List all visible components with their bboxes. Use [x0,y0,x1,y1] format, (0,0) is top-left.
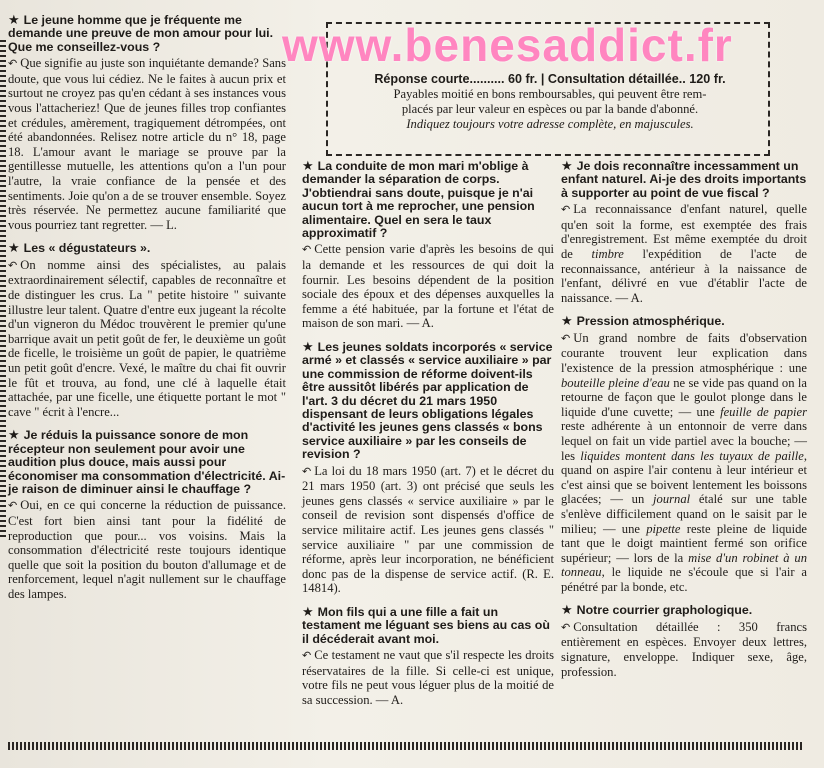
question-1 [302,160,554,240]
answer-text: Que signifie au juste son inquiétante demande? Sans doute, que vous lui cédiez. Ne le faites à aucun prix et surtout ne croyez pas qu'en cédant à ses instances vous vous l'attacheriez! Que de jeunes filles trop confiantes et crédules, amèrement, tragiquement détrompées, ont été abandonnées. Relisez notre article du n° 18, page 18. L'amour avant le mariage se prouve par la gentillesse mutuelle, les attentions qu'on a l'un pour l'autre, la vraie confiance de la pensée et des sentiments. Joie qu'on a de se trouver ensemble. Soyez très réservée. Ne permettez aucune familiarité que vous pourriez tant regretter. — L. [8,56,286,232]
answer-2 [561,331,807,595]
star-icon: ★ [8,241,20,257]
tariff-line-4: Indiquez toujours votre adresse complète, en majuscules. [406,117,694,131]
answer-1 [8,56,286,232]
question-2 [561,315,807,328]
answer-text-part: l'expédition de l'acte de reconnaissance, antérieur à la naissance de l'enfant, délivré en vue d'établir l'acte de naissance. — A. [561,247,807,305]
answer-italic: liquides montent dans les tuyaux de paille [580,448,804,463]
star-icon: ★ [8,13,20,28]
column-3 [561,160,807,689]
left-decorative-stripe [0,40,6,540]
arrow-icon: ↶ [302,464,312,478]
answer-text: Ce testament ne vaut que s'il respecte les droits réservataires de la fille. Si celle-ci est unique, votre fils ne peut vous léguer plus de la moitié de sa succession. — A. [302,648,554,707]
question-3 [302,606,554,646]
question-3 [8,429,286,496]
tariff-line-1: Réponse courte.......... 60 fr. | Consultation détaillée.. 120 fr. [374,72,726,86]
question-1 [561,160,807,200]
question-text: Notre courrier graphologique. [576,603,753,618]
answer-3 [302,648,554,707]
answer-text-part: ne se vide pas quand on la retourne de façon que le goulot plonge dans le liquide d'une cuvette; — une [561,375,807,419]
answer-italic: journal [653,492,691,507]
watermark: www.benesaddict.fr [282,19,733,71]
answer-text: Consultation détaillée : 350 francs entièrement en espèces. Envoyer deux lettres, signature, enveloppe. Indiquer sexe, âge, profession. [561,619,807,679]
answer-text-part: reste adhérente à un entonnoir de verre dans lequel on fait un vide partiel avec la bouche; — les [561,419,807,463]
answer-text-part: reste pleine de liquide tant que le doigt maintient fermé son orifice supérieur; — lors de la [561,521,807,565]
arrow-icon: ↶ [302,243,312,257]
arrow-icon: ↶ [561,203,571,217]
answer-3 [8,498,286,601]
answer-3 [561,620,807,679]
arrow-icon: ↶ [561,620,571,634]
tariff-lines [344,72,756,132]
arrow-icon: ↶ [8,258,18,272]
answer-italic: timbre [591,247,624,261]
star-icon: ★ [302,159,314,174]
column-1 [8,14,286,611]
column-2 [302,160,554,718]
answer-italic: feuille de papier [720,404,807,419]
answer-text-part: , le liquide ne s'écoule que si l'air a pénétré par la bonde, etc. [561,565,807,594]
star-icon: ★ [561,603,573,619]
question-text: Les jeunes soldats incorporés « service armé » et classés « service auxiliaire » par une commission de réforme doivent-ils être aussitôt libérés par application de l'art. 3 du décret du 21 mars 1950 dispensant de leurs obligations légales d'activité les jeunes gens classés « bons service auxiliaire » par les conseils de revision ? [302,340,553,462]
answer-text: La loi du 18 mars 1950 (art. 7) et le décret du 21 mars 1950 (art. 3) ont précisé que seuls les jeunes gens classés « service auxiliaire » par le conseil de revision sont dispensés d'office de service militaire actif. Les jeunes gens classés " service auxiliaire " par une commission de réforme, après leur incorporation, ne bénéficient donc pas de la dispense de service actif. (R. E. 14814). [302,463,554,596]
question-text: Je réduis la puissance sonore de mon récepteur non seulement pour avoir une audition plus douce, mais aussi pour économiser ma consommation d'électricité. Ai-je raison de diminuer ainsi le chauffage ? [8,428,286,496]
star-icon: ★ [561,314,573,330]
bottom-decorative-stripe [8,742,803,750]
answer-text-part: étalé sur une table s'enlève difficilement quand on le saisit par le milieu; — une [561,492,807,536]
answer-text-part: La reconnaissance d'enfant naturel, quelle qu'en soit la forme, est exemptée des frais d'enregistrement. Est même exemptée du droit de [561,202,807,261]
arrow-icon: ↶ [8,499,18,513]
question-text: Mon fils qui a une fille a fait un testament me léguant ses biens au cas où il décéderait avant moi. [302,605,550,646]
answer-text: Oui, en ce qui concerne la réduction de puissance. C'est fort bien ainsi tant pour la fidélité de reproduction que pour... vos voisins. Mais la consommation d'électricité reste toujours identique quelle que soit la position du bouton d'allumage et de renforcement, lequel n'agit nullement sur le chauffage des lampes. [8,498,286,601]
answer-text-part: , quand on aspire l'air contenu à leur intérieur et c'est ainsi que se boivent lentement les boissons glacées; — un [561,448,807,507]
tariff-line-3: placés par leur valeur en espèces ou par la bande d'abonné. [401,102,699,116]
answer-text: On nomme ainsi des spécialistes, au palais extraordinairement sélectif, capables de reconnaître et de distinguer les crus. La " petite histoire " suivante illustre leur talent. Quatre d'entre eux jugeant la récolte d'un vigneron du Médoc trouvèrent le premier qu'une barrique avait un petit goût de fer, le deuxième un goût de ficelle, le troisième un goût de papier, le quatrième un petit goût d'encre. Vexé, le maître du chai fit ouvrir le fût et trouva, au fond, une clé à laquelle était attachée, par une ficelle, une étiquette portant le mot " cave " écrit à l'encre... [8,257,286,419]
star-icon: ★ [8,428,20,444]
question-2 [8,242,286,255]
answer-text-part: Un grand nombre de faits d'observation courante trouvent leur explication dans l'existence de la pression atmosphérique : une [561,330,807,375]
answer-italic: mise d'un robinet à un tonneau [561,550,807,580]
question-3 [561,604,807,617]
arrow-icon: ↶ [561,331,571,345]
question-2 [302,341,554,462]
arrow-icon: ↶ [8,57,18,71]
answer-2 [302,464,554,596]
question-text: Pression atmosphérique. [576,314,725,329]
answer-text: Cette pension varie d'après les besoins de qui la demande et les ressources de qui doit la fournir. Les besoins dépendent de la position sociale des époux et des dépenses auxquelles la femme a été habituée, par la fortune et l'état de maison de son mari. — A. [302,242,554,331]
answer-1 [302,242,554,331]
tariff-line-2: Payables moitié en bons remboursables, qui peuvent être rem- [393,87,707,101]
question-text: La conduite de mon mari m'oblige à demander la séparation de corps. J'obtiendrai sans doute, puisque je n'ai aucun tort à me reprocher, une pension alimentaire. Quel en sera le taux approximatif ? [302,159,535,241]
question-text: Le jeune homme que je fréquente me demande une preuve de mon amour pour lui. Que me conseillez-vous ? [8,13,274,54]
question-text: Les « dégustateurs ». [23,241,151,256]
star-icon: ★ [302,340,314,355]
star-icon: ★ [302,605,314,620]
question-text: Je dois reconnaître incessamment un enfant naturel. Ai-je des droits importants à supporter au point de vue fiscal ? [561,159,807,200]
answer-1 [561,202,807,305]
question-1 [8,14,286,54]
arrow-icon: ↶ [302,649,312,663]
answer-italic: pipette [646,521,681,536]
answer-2 [8,258,286,420]
star-icon: ★ [561,159,573,174]
answer-italic: bouteille pleine d'eau [561,375,670,390]
